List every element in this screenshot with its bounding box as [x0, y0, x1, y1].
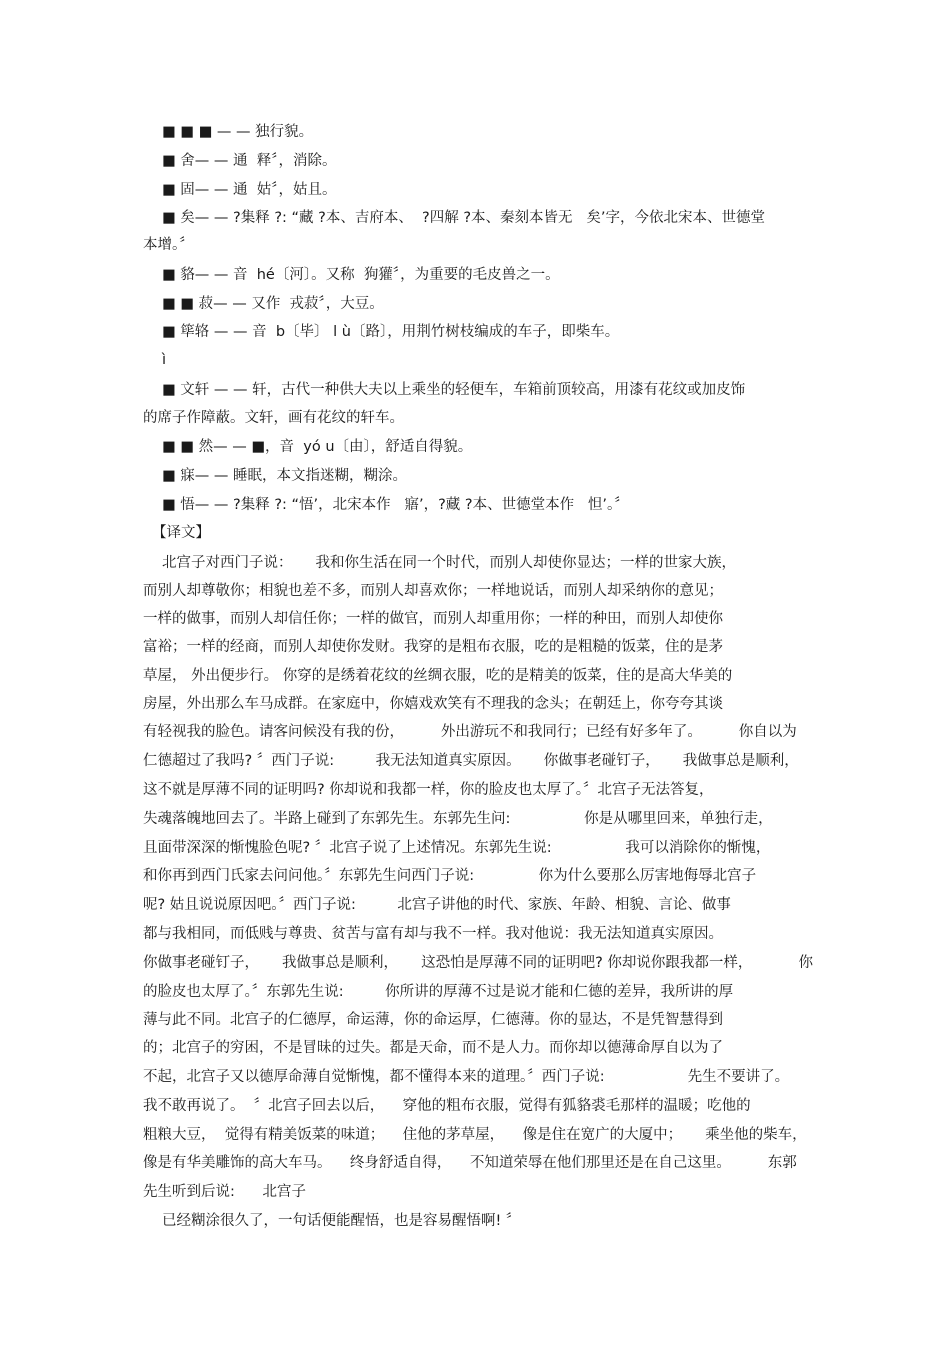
translation-line: 而别人却尊敬你；相貌也差不多，而别人却喜欢你；一样地说话，而别人却采纳你的意见； — [143, 583, 723, 599]
translation-line: 都与我相同，而低贱与尊贵、贫苦与富有却与我不一样。我对他说：我无法知道真实原因。 — [143, 926, 723, 942]
note-line: ■ 筚辂 — — 音 b〔毕〕 l ù〔路〕，用荆竹树枝编成的车子，即柴车。 — [162, 324, 620, 340]
translation-line: 粗粮大豆， 觉得有精美饭菜的味道； 住他的茅草屋， 像是住在宽广的大厦中； 乘坐他的柴车， — [143, 1127, 807, 1143]
note-line: ■ 悟— — ?集释 ?: “悟’，北宋本作 寤’，?藏 ?本、世德堂本作 怛’。〞 — [162, 497, 629, 513]
note-line: ■ 矣— — ?集释 ?: “藏 ?本、吉府本、 ?四解 ?本、秦刻本皆无 矣’字，今依北宋本、世德堂 — [162, 210, 765, 226]
translation-line: 草屋， 外出便步行。 你穿的是绣着花纹的丝绸衣服，吃的是精美的饭菜，住的是高大华美的 — [143, 668, 733, 684]
translation-line: 的；北宫子的穷困，不是冒昧的过失。都是天命，而不是人力。而你却以德薄命厚自以为了 — [143, 1040, 723, 1056]
note-line: ■ 文轩 — — 轩，古代一种供大夫以上乘坐的轻便车，车箱前顶较高，用漆有花纹或加皮饰 — [162, 382, 746, 398]
note-line: ■ 舍— — 通 释〞，消除。 — [162, 153, 337, 169]
note-line: ■ ■ 菽— — 又作 戎菽〞，大豆。 — [162, 296, 384, 312]
note-line: 本增。〞 — [143, 237, 194, 253]
translation-line: 房屋，外出那么车马成群。在家庭中，你嬉戏欢笑有不理我的念头；在朝廷上，你夸夸其谈 — [143, 696, 723, 712]
note-line: ■ ■ ■ — — 独行貌。 — [162, 124, 314, 140]
translation-line: 薄与此不同。北宫子的仁德厚，命运薄，你的命运厚，仁德薄。你的显达，不是凭智慧得到 — [143, 1012, 723, 1028]
translation-line: 像是有华美雕饰的高大车马。 终身舒适自得， 不知道荣辱在他们那里还是在自己这里。 东郭 — [143, 1155, 797, 1171]
note-line: ì — [162, 352, 167, 368]
note-line: ■ 貉— — 音 hé〔河〕。又称 狗獾〞，为重要的毛皮兽之一。 — [162, 267, 560, 283]
translation-line: 且面带深深的惭愧脸色呢? 〞北宫子说了上述情况。东郭先生说: 我可以消除你的惭愧， — [143, 840, 771, 856]
translation-line: 呢? 姑且说说原因吧。〞西门子说: 北宫子讲他的时代、家族、年龄、相貌、言论、做事 — [143, 897, 731, 913]
translation-line: 和你再到西门氏家去问问他。〞东郭先生问西门子说: 你为什么要那么厉害地侮辱北宫子 — [143, 868, 757, 884]
translation-line: 富裕；一样的经商，而别人却使你发财。我穿的是粗布衣服，吃的是粗糙的饭菜，住的是茅 — [143, 639, 723, 655]
translation-line: 失魂落魄地回去了。半路上碰到了东郭先生。东郭先生问: 你是从哪里回来，单独行走， — [143, 811, 773, 827]
translation-line: 的脸皮也太厚了。〞东郭先生说: 你所讲的厚薄不过是说才能和仁德的差异，我所讲的厚 — [143, 984, 734, 1000]
translation-line: 北宫子对西门子说： 我和你生活在同一个时代，而别人却使你显达；一样的世家大族， — [162, 555, 737, 571]
translation-line: 我不敢再说了。 〞北宫子回去以后， 穿他的粗布衣服，觉得有狐貉裘毛那样的温暖；吃他的 — [143, 1098, 751, 1114]
translation-line: 先生听到后说: 北宫子 — [143, 1184, 307, 1200]
translation-line: 有轻视我的脸色。请客问候没有我的份， 外出游玩不和我同行；已经有好多年了。 你自以为 — [143, 724, 797, 740]
note-line: ■ 寐— — 睡眠，本文指迷糊，糊涂。 — [162, 468, 408, 484]
note-line: ■ ■ 然— — ■，音 yó u〔由〕，舒适自得貌。 — [162, 439, 473, 455]
section-title: 【译文】 — [152, 525, 210, 541]
note-line: 的席子作障蔽。文轩，画有花纹的轩车。 — [143, 410, 404, 426]
translation-line: 已经糊涂很久了，一句话便能醒悟，也是容易醒悟啊! 〞 — [162, 1213, 521, 1229]
note-line: ■ 固— — 通 姑〞，姑且。 — [162, 182, 337, 198]
translation-line: 一样的做事，而别人却信任你；一样的做官，而别人却重用你；一样的种田，而别人却使你 — [143, 611, 723, 627]
translation-line: 这不就是厚薄不同的证明吗? 你却说和我都一样，你的脸皮也太厚了。〞北宫子无法答复， — [143, 782, 714, 798]
translation-line: 仁德超过了我吗? 〞西门子说: 我无法知道真实原因。 你做事老碰钉子， 我做事总是顺利， — [143, 753, 799, 769]
translation-line: 不起，北宫子又以德厚命薄自觉惭愧，都不懂得本来的道理。〞西门子说: 先生不要讲了。 — [143, 1069, 790, 1085]
translation-line: 你做事老碰钉子， 我做事总是顺利， 这恐怕是厚薄不同的证明吧? 你却说你跟我都一样， 你 — [143, 955, 813, 971]
